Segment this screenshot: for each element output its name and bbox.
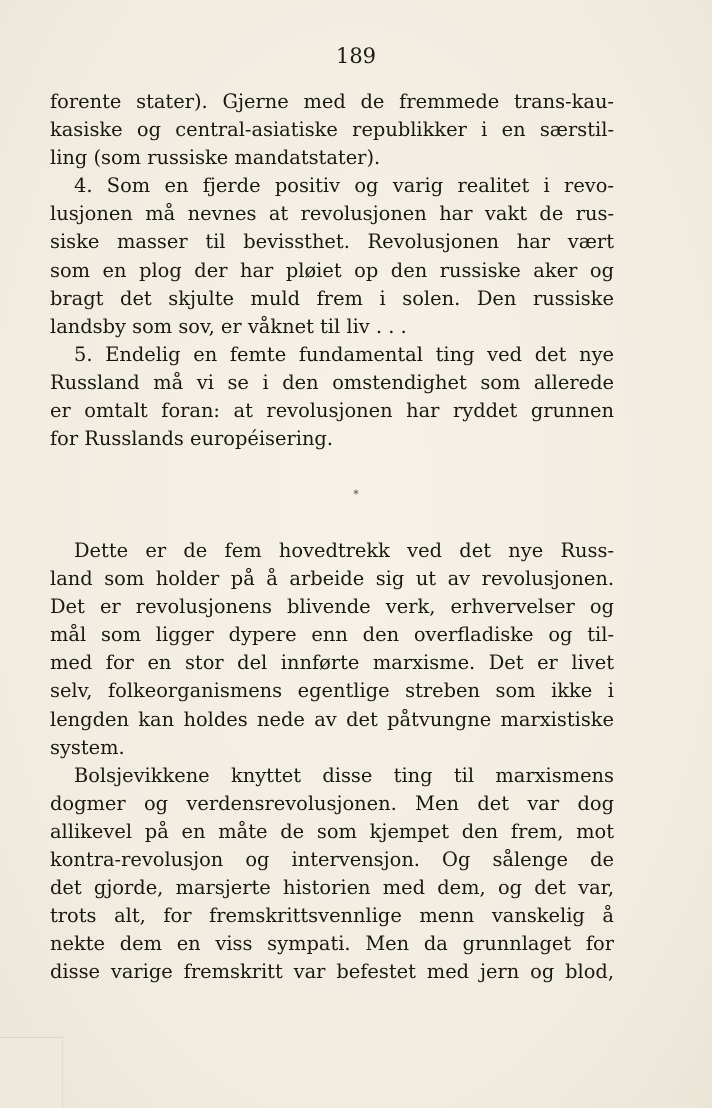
text-line: Russland må vi se i den omstendighet som allerede bbox=[50, 370, 614, 394]
text-line: Det er revolusjonens blivende verk, erhvervelser og bbox=[50, 595, 614, 619]
text-line: dogmer og verdensrevolusjonen. Men det var dog bbox=[50, 791, 614, 815]
text-line: system. bbox=[50, 735, 125, 759]
text-line: ling (som russiske mandatstater). bbox=[50, 146, 381, 170]
text-line: lengden kan holdes nede av det påtvungne marxistiske bbox=[50, 707, 614, 731]
page-number: 189 bbox=[335, 44, 377, 68]
paragraph-block-top bbox=[50, 88, 614, 453]
section-separator: * bbox=[353, 488, 359, 501]
text-line: mål som ligger dypere enn den overfladiske og til- bbox=[50, 623, 614, 647]
text-line: med for en stor del innførte marxisme. Det er livet bbox=[50, 651, 614, 675]
text-line: som en plog der har pløiet op den russiske aker og bbox=[50, 258, 614, 282]
text-line: kontra-revolusjon og intervensjon. Og sålenge de bbox=[50, 848, 614, 872]
text-line: Bolsjevikkene knyttet disse ting til marxismens bbox=[74, 763, 614, 787]
text-line: siske masser til bevissthet. Revolusjonen har vært bbox=[50, 230, 614, 254]
text-line: nekte dem en viss sympati. Men da grunnlaget for bbox=[50, 932, 614, 956]
text-line: land som holder på å arbeide sig ut av revolusjonen. bbox=[50, 567, 614, 591]
text-line: trots alt, for fremskrittsvennlige menn vanskelig å bbox=[50, 904, 614, 928]
text-line: 5. Endelig en femte fundamental ting ved det nye bbox=[74, 342, 614, 366]
paragraph-block-bottom bbox=[50, 537, 614, 987]
text-line: allikevel på en måte de som kjempet den frem, mot bbox=[50, 819, 614, 843]
text-line: er omtalt foran: at revolusjonen har ryddet grunnen bbox=[50, 399, 614, 423]
text-line: det gjorde, marsjerte historien med dem, og det var, bbox=[50, 876, 614, 900]
text-line: lusjonen må nevnes at revolusjonen har vakt de rus- bbox=[50, 202, 614, 226]
text-line: Dette er de fem hovedtrekk ved det nye Russ- bbox=[74, 539, 614, 562]
text-line: disse varige fremskritt var befestet med jern og blod, bbox=[50, 960, 614, 984]
text-line: bragt det skjulte muld frem i solen. Den russiske bbox=[50, 286, 614, 310]
text-line: forente stater). Gjerne med de fremmede trans-kau- bbox=[50, 90, 614, 113]
text-line: landsby som sov, er våknet til liv . . . bbox=[50, 314, 407, 338]
text-line: selv, folkeorganismens egentlige streben som ikke i bbox=[50, 679, 614, 703]
text-line: kasiske og central-asiatiske republikker i en særstil- bbox=[50, 118, 614, 142]
text-line: 4. Som en fjerde positiv og varig realitet i revo- bbox=[74, 174, 614, 198]
page-corner-shadow bbox=[0, 1037, 63, 1108]
text-line: for Russlands européisering. bbox=[50, 427, 334, 451]
